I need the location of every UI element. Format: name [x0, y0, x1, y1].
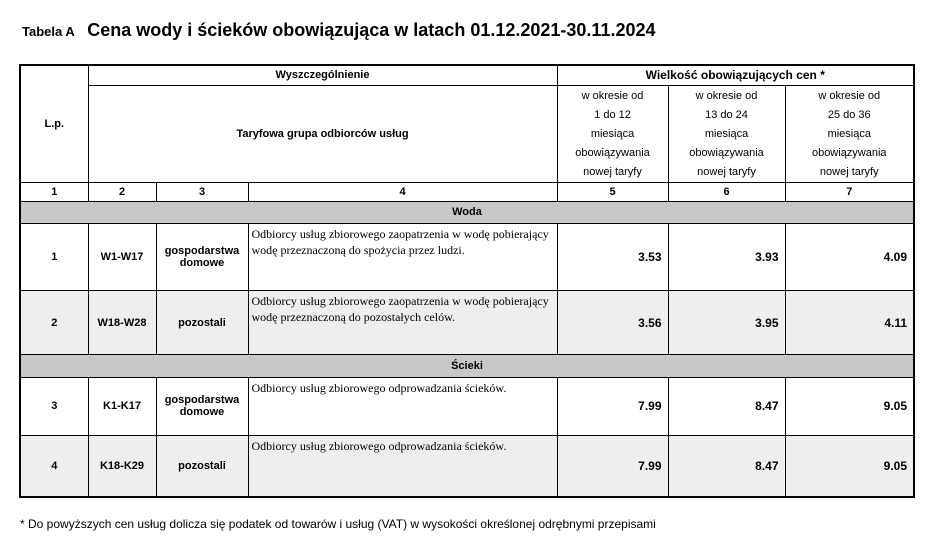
- section-header-scieki: [20, 355, 914, 377]
- row-price-3: 9.05: [785, 377, 914, 436]
- period-header-1: w okresie od 1 do 12 miesiąca obowiązywania nowej taryfy: [557, 85, 668, 183]
- spec-header: Wyszczególnienie: [88, 65, 557, 85]
- row-price-3: 4.09: [785, 224, 914, 291]
- row-code: W18-W28: [88, 291, 156, 355]
- row-lp: 2: [20, 291, 88, 355]
- row-price-1: 7.99: [557, 436, 668, 497]
- row-description: Odbiorcy usług zbiorowego zaopatrzenia w wodę pobierający wodę przeznaczoną do pozostałych celów.: [248, 291, 557, 355]
- row-price-2: 3.93: [668, 224, 785, 291]
- section-title: Ścieki: [20, 355, 914, 377]
- row-code: W1-W17: [88, 224, 156, 291]
- lp-header: L.p.: [20, 65, 88, 183]
- prices-header: Wielkość obowiązujących cen *: [557, 65, 914, 85]
- col-number: 1: [20, 183, 88, 201]
- section-header-woda: [20, 201, 914, 223]
- row-lp: 4: [20, 436, 88, 497]
- vat-footnote: * Do powyższych cen usług dolicza się podatek od towarów i usług (VAT) w wysokości określonej odrębnymi przepisami: [20, 517, 656, 531]
- group-header: Taryfowa grupa odbiorców usług: [88, 85, 557, 183]
- row-description: Odbiorcy usług zbiorowego zaopatrzenia w wodę pobierający wodę przeznaczoną do spożycia przez ludzi.: [248, 224, 557, 291]
- row-price-3: 4.11: [785, 291, 914, 355]
- row-price-1: 3.53: [557, 224, 668, 291]
- table-row: [20, 291, 914, 355]
- period-header-3: w okresie od 25 do 36 miesiąca obowiązywania nowej taryfy: [785, 85, 914, 183]
- row-group: gospodarstwa domowe: [156, 377, 248, 436]
- row-group: gospodarstwa domowe: [156, 224, 248, 291]
- row-code: K18-K29: [88, 436, 156, 497]
- table-row: [20, 224, 914, 291]
- row-lp: 3: [20, 377, 88, 436]
- row-price-2: 8.47: [668, 377, 785, 436]
- column-number-row: [20, 183, 914, 201]
- row-description: Odbiorcy usług zbiorowego odprowadzania ścieków.: [248, 436, 557, 497]
- col-number: 7: [785, 183, 914, 201]
- table-title: [22, 20, 656, 41]
- col-number: 5: [557, 183, 668, 201]
- col-number: 4: [248, 183, 557, 201]
- row-price-1: 3.56: [557, 291, 668, 355]
- section-title: Woda: [20, 201, 914, 223]
- col-number: 6: [668, 183, 785, 201]
- row-group: pozostali: [156, 291, 248, 355]
- price-table: [19, 64, 915, 498]
- table-row: [20, 436, 914, 497]
- table-tag: Tabela A: [22, 24, 75, 39]
- period-header-2: w okresie od 13 do 24 miesiąca obowiązywania nowej taryfy: [668, 85, 785, 183]
- row-description: Odbiorcy usług zbiorowego odprowadzania ścieków.: [248, 377, 557, 436]
- table-row: [20, 377, 914, 436]
- row-price-2: 3.95: [668, 291, 785, 355]
- col-number: 2: [88, 183, 156, 201]
- row-code: K1-K17: [88, 377, 156, 436]
- row-lp: 1: [20, 224, 88, 291]
- row-price-1: 7.99: [557, 377, 668, 436]
- row-price-2: 8.47: [668, 436, 785, 497]
- row-price-3: 9.05: [785, 436, 914, 497]
- page-title: Cena wody i ścieków obowiązująca w latach 01.12.2021-30.11.2024: [87, 20, 656, 40]
- row-group: pozostali: [156, 436, 248, 497]
- col-number: 3: [156, 183, 248, 201]
